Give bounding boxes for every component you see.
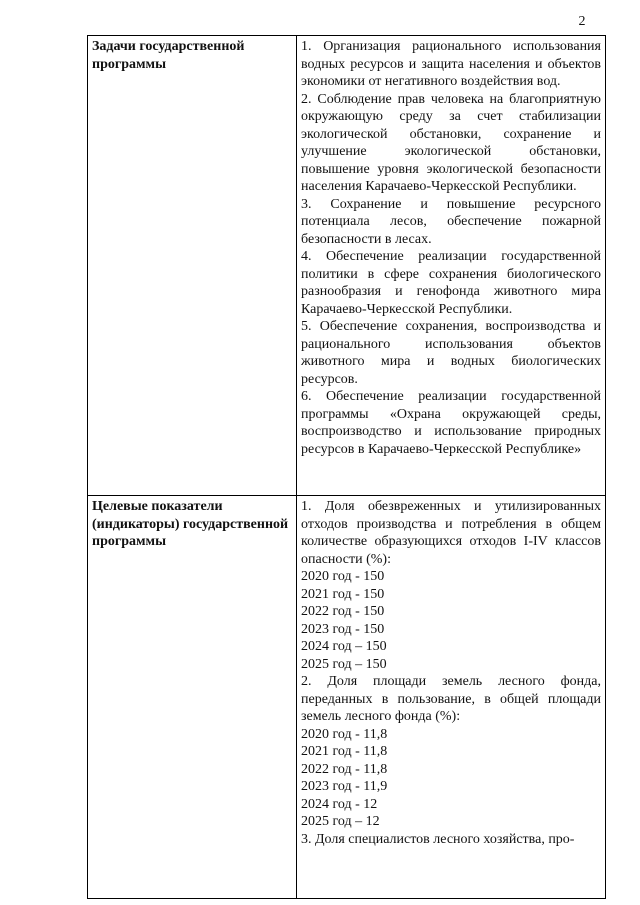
list-item: 1. Доля обезвреженных и утилизированных отходов производства и потребления в общем количестве образующихся отходов I-IV классов опасности (%): — [301, 499, 601, 567]
row-label: Задачи государственной программы — [92, 39, 245, 72]
row-content-cell — [297, 36, 606, 496]
list-item: 2023 год - 150 — [301, 621, 385, 637]
list-item: 2024 год - 12 — [301, 796, 378, 812]
list-item: 2020 год - 150 — [301, 569, 385, 584]
list-item: 1. Организация рационального использования водных ресурсов и защита населения и объектов экономики от негативного воздействия вод. — [301, 39, 601, 89]
row-label-cell — [88, 36, 297, 496]
list-item: 2022 год - 150 — [301, 604, 385, 619]
list-item: 6. Обеспечение реализации государственной программы «Охрана окружающей среды, воспроизводство и использование природных ресурсов в Карачаево-Черкесской Республике» — [301, 389, 601, 457]
list-item: 2. Соблюдение прав человека на благоприятную окружающую среду за счет стабилизации экологической обстановки, сохранение и улучшение экологической обстановки, повышение уровня экологической безопасности населения Карачаево-Черкесской Республики. — [301, 91, 601, 194]
table-row — [88, 496, 606, 899]
list-item: 5. Обеспечение сохранения, воспроизводства и рационального использования объектов животного мира и водных биологических ресурсов. — [301, 319, 601, 387]
page-number: 2 — [578, 14, 586, 29]
list-item: 2021 год - 150 — [301, 586, 385, 602]
row-content-cell — [297, 496, 606, 899]
list-item: 2025 год – 12 — [301, 814, 380, 829]
list-item: 2021 год - 11,8 — [301, 744, 388, 759]
list-item: 2024 год – 150 — [301, 639, 387, 654]
list-item: 2023 год - 11,9 — [301, 779, 388, 794]
row-label-cell — [88, 496, 297, 899]
list-item: 3. Сохранение и повышение ресурсного потенциала лесов, обеспечение пожарной безопасности в лесах. — [301, 196, 601, 247]
list-item: 2025 год – 150 — [301, 656, 387, 672]
list-item: 2020 год - 11,8 — [301, 726, 388, 742]
list-item: 3. Доля специалистов лесного хозяйства, про- — [301, 831, 575, 847]
list-item: 4. Обеспечение реализации государственной политики в сфере сохранения биологического разнообразия и генофонда животного мира Карачаево-Черкесской Республики. — [301, 249, 601, 317]
list-item: 2. Доля площади земель лесного фонда, переданных в пользование, в общей площади земель лесного фонда (%): — [301, 674, 601, 724]
list-item: 2022 год - 11,8 — [301, 761, 388, 777]
program-passport-table — [87, 35, 606, 899]
table-row — [88, 36, 606, 496]
row-label: Целевые показатели (индикаторы) государственной программы — [92, 499, 289, 549]
